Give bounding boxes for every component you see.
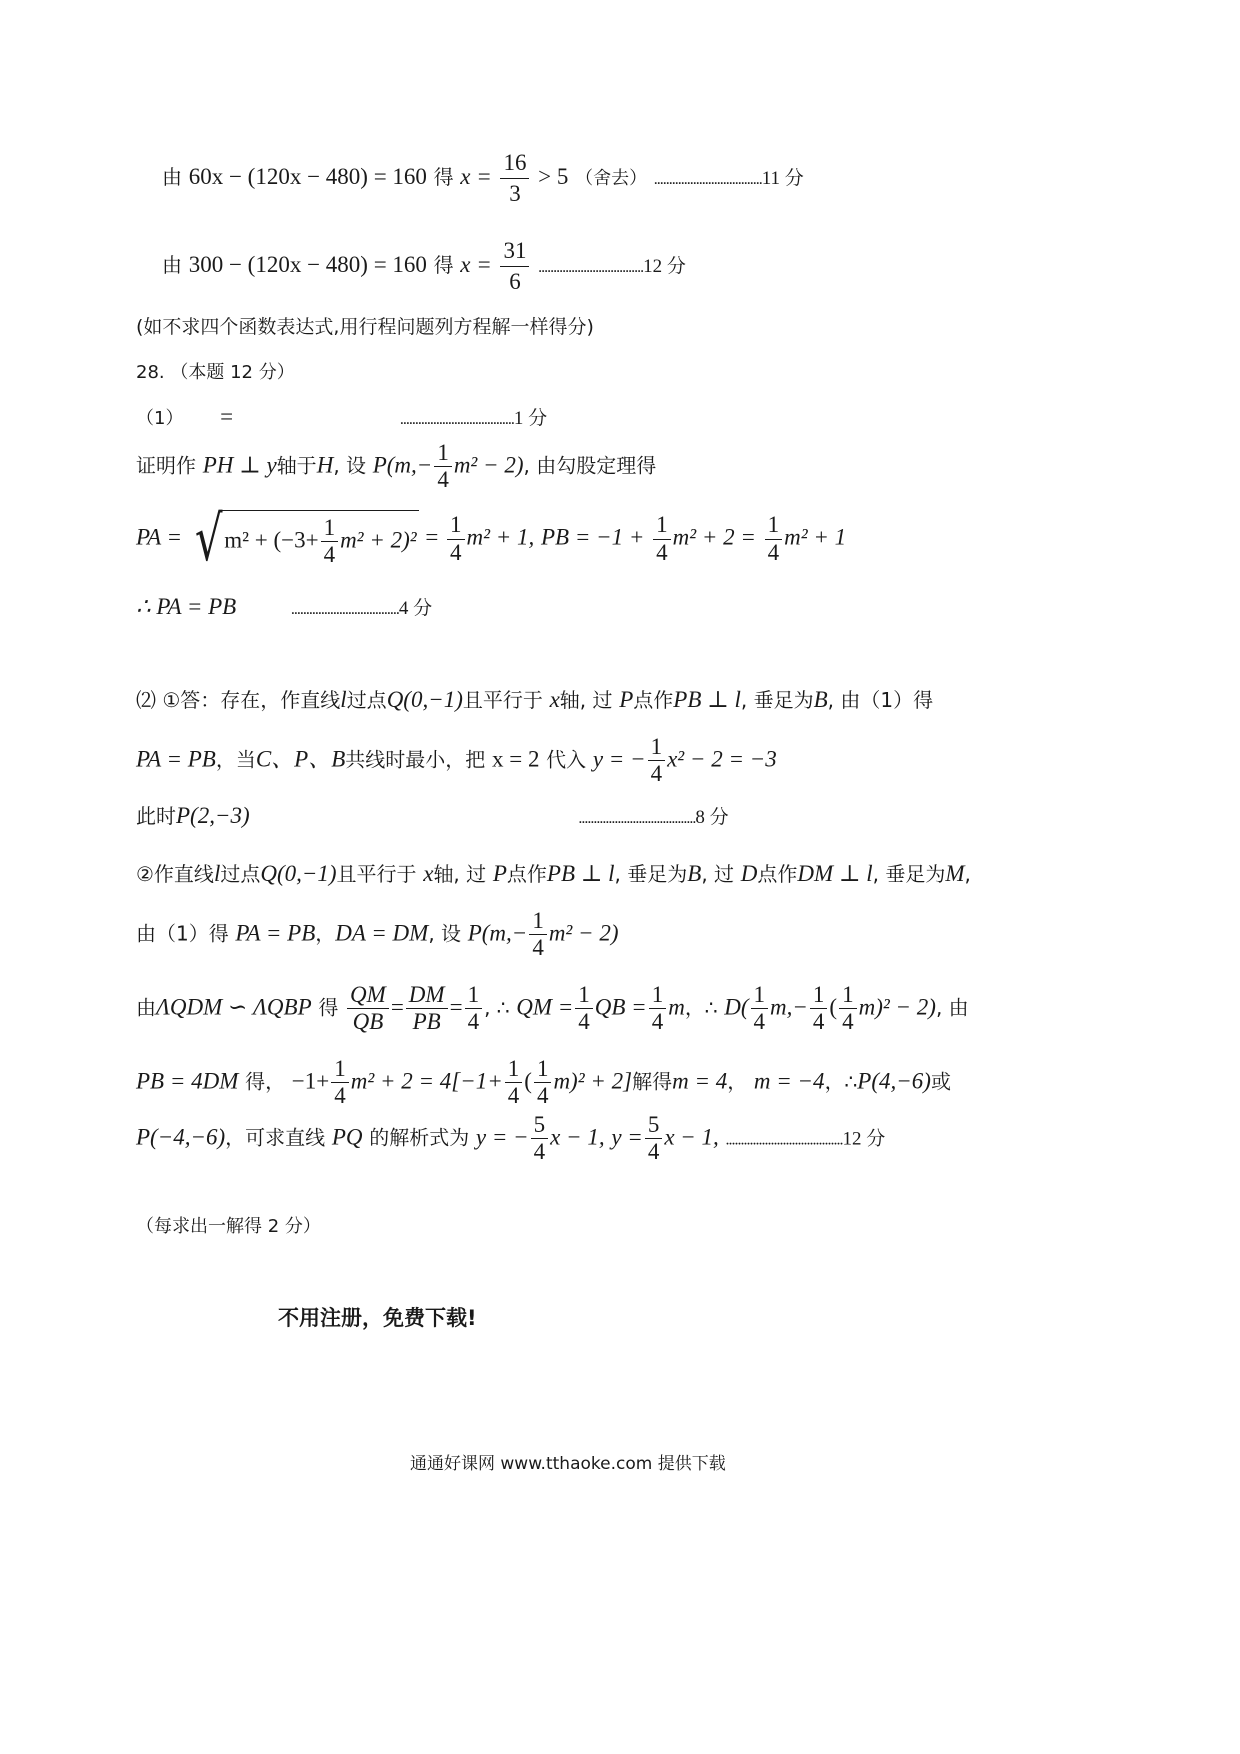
equation: = xyxy=(220,404,234,429)
fraction: $\frac{1}{4}$ xyxy=(810,982,828,1036)
text: , ∴ xyxy=(484,995,510,1020)
equation: PH ⊥ y xyxy=(202,452,277,478)
text: ，∴ xyxy=(684,995,718,1020)
solution-line-2 xyxy=(162,236,686,297)
part-2b-line-4 xyxy=(136,1056,951,1110)
pa-pb-derivation xyxy=(136,502,847,575)
fraction: $\frac{5}{4}$ xyxy=(531,1112,549,1166)
text: 由（1）得 xyxy=(136,921,229,946)
equation: l xyxy=(213,861,221,886)
part-2b-line-5 xyxy=(136,1112,885,1166)
equation: −1+ xyxy=(291,1068,330,1094)
text: 得， xyxy=(245,1069,286,1094)
equation: y = − xyxy=(475,1124,529,1150)
score: 1 分 xyxy=(513,408,548,429)
text: 或 xyxy=(930,1069,951,1094)
fraction: $\frac{1}{4}$ xyxy=(331,1056,349,1110)
equation: x = 2 xyxy=(491,746,540,772)
text: ，当 xyxy=(215,747,256,772)
score: 8 分 xyxy=(695,807,729,828)
page-footer: 通通好课网 www.tthaoke.com 提供下载 xyxy=(410,1454,726,1474)
equation: P xyxy=(619,687,634,712)
part-2b-line-2 xyxy=(136,908,619,962)
fraction: $\frac{1}{4}$ xyxy=(465,982,483,1036)
text: , xyxy=(964,862,971,886)
text: , 设 xyxy=(428,921,462,946)
fraction: $\frac{16}{3}$ xyxy=(500,148,529,209)
equation: PQ xyxy=(331,1124,363,1150)
text: ，∴ xyxy=(824,1069,858,1094)
text: , 垂足为 xyxy=(740,688,814,712)
equation: m xyxy=(668,994,685,1020)
equation: y = xyxy=(611,1124,643,1150)
fraction: $\frac{1}{4}$ xyxy=(649,982,667,1036)
equation: 300 − (120x − 480) = 160 xyxy=(188,251,427,277)
equation: m² + 2 = xyxy=(672,524,756,550)
text: 点作 xyxy=(757,862,798,886)
equation: ΛQDM ∽ ΛQBP xyxy=(156,994,312,1020)
equation: PB ⊥ l xyxy=(546,861,615,886)
fraction: $\frac{1}{4}$ xyxy=(751,982,769,1036)
leader-dots: ................................... xyxy=(538,258,644,276)
equation: C、P、B xyxy=(255,746,346,772)
equation: m² − 2) xyxy=(453,452,524,478)
equation: m = 4 xyxy=(672,1068,728,1094)
fraction: $\frac{1}{4}$ xyxy=(648,734,666,788)
equation: QM = xyxy=(516,994,574,1020)
fraction: $\frac{5}{4}$ xyxy=(645,1112,663,1166)
text: ， xyxy=(315,921,336,946)
equation: D xyxy=(740,861,758,886)
equation: Q(0,−1) xyxy=(386,687,463,712)
part-2b-line-3: 由ΛQDM ∽ ΛQBP 得 $\frac{QM}{QB}$ = $\frac{DM}{PB}$ = $\frac{1}{4}$ , ∴ QM = $\frac{1}{4}$ QB = $\frac{1}{4}$ m，∴ D( $\frac{1}{4}$ m,− $\frac{1}{4}$ ( $\frac{1}{4}$ m)² − 2), 由 xyxy=(136,982,969,1035)
score: 11 分 xyxy=(761,167,804,189)
scoring-note-2: （每求出一解得 2 分） xyxy=(136,1216,321,1237)
text: 由 xyxy=(162,252,182,277)
equation: DM ⊥ l xyxy=(797,861,873,886)
fraction: $\frac{31}{6}$ xyxy=(500,236,529,297)
equation: P(m,− xyxy=(467,920,528,946)
part-2-line-1 xyxy=(136,688,933,711)
text: 代入 xyxy=(546,747,587,772)
leader-dots: ...................................... xyxy=(399,411,514,428)
part-label: （1） xyxy=(136,408,184,429)
question-heading: 28. （本题 12 分） xyxy=(136,362,295,383)
equation: PB ⊥ l xyxy=(673,687,741,712)
fraction: $\frac{1}{4}$ xyxy=(505,1056,523,1110)
fraction: $\frac{1}{4}$ xyxy=(839,982,857,1036)
text: 点作 xyxy=(506,862,547,886)
text: 解得 xyxy=(632,1069,673,1094)
text: 由 xyxy=(162,164,182,189)
text: ②作直线 xyxy=(136,862,214,886)
text: 证明作 xyxy=(136,453,196,478)
leader-dots: ....................................... xyxy=(578,810,696,827)
equation: PA = xyxy=(136,524,182,550)
equation: l xyxy=(340,687,347,712)
text: , 由勾股定理得 xyxy=(523,453,657,478)
equation: m)² − 2) xyxy=(858,994,936,1020)
equation: P(−4,−6) xyxy=(136,1124,226,1150)
text: 点作 xyxy=(633,688,674,712)
part-2b-line-1 xyxy=(136,862,971,885)
equation: ( xyxy=(524,1068,532,1094)
score: 12 分 xyxy=(643,255,686,277)
text: ⑵ ①答：存在，作直线 xyxy=(136,688,341,712)
text: 得 xyxy=(318,995,339,1020)
part-2-line-3 xyxy=(136,804,729,827)
text: 此时 xyxy=(136,804,176,828)
part-2-line-2 xyxy=(136,734,777,788)
fraction: $\frac{1}{4}$ xyxy=(575,982,593,1036)
equation: H xyxy=(316,452,334,478)
equation: m)² + 2] xyxy=(553,1068,633,1094)
text: 轴, 过 xyxy=(433,862,487,886)
equation: ∴ PA = PB xyxy=(136,594,237,619)
equation: PB = 4DM xyxy=(136,1068,239,1094)
conclusion-line xyxy=(136,595,432,618)
equation: m² − 2) xyxy=(548,920,619,946)
equation: ( xyxy=(829,994,838,1020)
equation: m = −4 xyxy=(753,1068,825,1094)
text: 共线时最小，把 xyxy=(345,747,486,772)
text: 且平行于 xyxy=(462,688,543,712)
text: 的解析式为 xyxy=(369,1125,470,1150)
text: , 由 xyxy=(935,995,969,1020)
equation: Q(0,−1) xyxy=(260,861,337,886)
equation: M xyxy=(945,861,965,886)
equation: B xyxy=(687,861,702,886)
equation: m² + 2 = 4[−1+ xyxy=(350,1068,503,1094)
equation: m² + 1 xyxy=(784,524,847,550)
equation: P(m,− xyxy=(372,452,433,478)
text: , 设 xyxy=(333,453,367,478)
note: （舍去） xyxy=(575,167,648,189)
text: 轴, 过 xyxy=(559,688,613,712)
score: 4 分 xyxy=(398,598,433,619)
leader-dots: ....................................... xyxy=(725,1131,843,1149)
text: ，可求直线 xyxy=(225,1125,326,1150)
text: ， xyxy=(727,1069,748,1094)
equation: 60x − (120x − 480) = 160 xyxy=(188,163,427,189)
proof-line xyxy=(136,440,656,494)
equation: B xyxy=(813,687,828,712)
text: , 垂足为 xyxy=(872,862,946,886)
equation: x − 1, xyxy=(664,1124,719,1150)
text: 得 xyxy=(433,164,454,189)
text: 轴于 xyxy=(276,453,317,478)
text: , 垂足为 xyxy=(614,862,688,886)
equation: m,− xyxy=(770,994,808,1020)
fraction: $\frac{1}{4}$ xyxy=(434,440,452,494)
text: 得 xyxy=(433,252,454,277)
equation: D( xyxy=(724,994,749,1020)
fraction: $\frac{1}{4}$ xyxy=(765,512,783,566)
equation: x − 1, xyxy=(550,1124,605,1150)
scoring-note: (如不求四个函数表达式,用行程问题列方程解一样得分) xyxy=(136,316,594,338)
equation: PA = PB xyxy=(136,746,216,772)
equation: = xyxy=(425,524,439,550)
fraction: $\frac{1}{4}$ xyxy=(447,512,465,566)
equation: x xyxy=(549,687,560,712)
text: 且平行于 xyxy=(336,862,417,886)
equation: DA = DM xyxy=(335,920,429,946)
equation: y = − xyxy=(592,746,646,772)
equation: P(4,−6) xyxy=(857,1068,931,1094)
leader-dots: .................................... xyxy=(653,170,762,188)
fraction: $\frac{QM}{QB}$ xyxy=(347,982,389,1036)
fraction: $\frac{1}{4}$ xyxy=(529,908,547,962)
fraction: $\frac{DM}{PB}$ xyxy=(406,982,448,1036)
fraction: $\frac{1}{4}$ xyxy=(653,512,671,566)
solution-line-1 xyxy=(162,148,804,209)
equation: x² − 2 = −3 xyxy=(667,746,777,772)
equation: x xyxy=(423,861,434,886)
text: 由 xyxy=(136,995,156,1020)
text: 过点 xyxy=(220,862,261,886)
fraction: $\frac{1}{4}$ xyxy=(534,1056,552,1110)
equation: P(2,−3) xyxy=(176,803,250,828)
promo-text: 不用注册，免费下载! xyxy=(278,1306,477,1330)
equation: x = xyxy=(460,163,492,189)
equation: QB = xyxy=(594,994,647,1020)
equation: > 5 xyxy=(538,163,569,189)
equation: PB = −1 + xyxy=(540,524,645,550)
score: 12 分 xyxy=(842,1128,886,1150)
equation: x = xyxy=(460,251,492,277)
text: 过点 xyxy=(346,688,387,712)
leader-dots: .................................... xyxy=(290,601,399,618)
part-1-answer xyxy=(136,405,547,428)
text: , 过 xyxy=(701,862,735,886)
text: , 由（1）得 xyxy=(827,688,934,712)
sqrt-symbol: √ xyxy=(194,502,223,575)
equation: P xyxy=(492,861,507,886)
equation: m² + 1, xyxy=(466,524,535,550)
sqrt-body: m² + (−3+ $\frac{1}{4}$ m² + 2)² xyxy=(220,510,418,569)
equation: PA = PB xyxy=(235,920,316,946)
